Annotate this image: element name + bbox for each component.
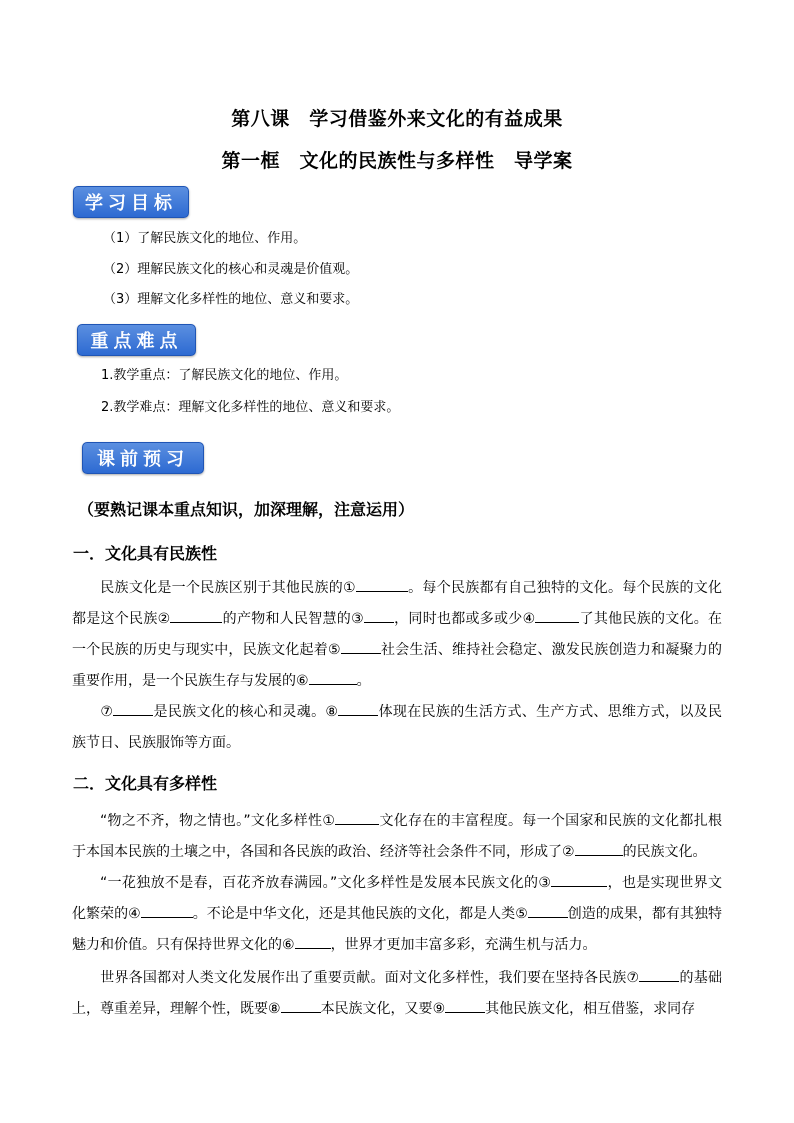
fill-blank[interactable]	[364, 605, 394, 623]
learning-goals-badge: 学习目标	[73, 186, 189, 218]
goal-item: （3）理解文化多样性的地位、意义和要求。	[103, 292, 359, 307]
fill-blank[interactable]	[335, 807, 379, 825]
fill-blank[interactable]	[281, 995, 321, 1013]
fill-blank[interactable]	[341, 636, 381, 654]
key-points-badge: 重点难点	[77, 324, 196, 356]
fill-blank[interactable]	[575, 838, 623, 856]
key-point-item: 2.教学难点：理解文化多样性的地位、意义和要求。	[101, 400, 400, 415]
fill-blank[interactable]	[295, 931, 331, 949]
section-heading-diversity: 二．文化具有多样性	[73, 774, 218, 793]
fill-blank[interactable]	[113, 698, 153, 716]
paragraph: 民族文化是一个民族区别于其他民族的① 。每个民族都有自己独特的文化。每个民族的文化都是这个民族② 的产物和人民智慧的③ ，同时也都或多或少④ 了其他民族的文化。在一个民族的历史与现实中，民族文化起着⑤ 社会生活、维持社会稳定、激发民族创造力和凝聚力的重要作用，是一个民族生存与发展的⑥ 。	[72, 573, 722, 697]
paragraph: ⑦ 是民族文化的核心和灵魂。⑧ 体现在民族的生活方式、生产方式、思维方式，以及民族节日、民族服饰等方面。	[72, 697, 722, 759]
fill-blank[interactable]	[356, 574, 408, 592]
paragraph: “一花独放不是春，百花齐放春满园。”文化多样性是发展本民族文化的③ ，也是实现世界文化繁荣的④ 。不论是中华文化，还是其他民族的文化，都是人类⑤ 创造的成果，都有其独特魅力和价值。只有保持世界文化的⑥ ，世界才更加丰富多彩，充满生机与活力。	[72, 868, 722, 961]
fill-blank[interactable]	[535, 605, 579, 623]
paragraph: “物之不齐，物之情也。”文化多样性① 文化存在的丰富程度。每一个国家和民族的文化都扎根于本国本民族的土壤之中，各国和各民族的政治、经济等社会条件不同，形成了② 的民族文化。	[72, 806, 722, 868]
preview-note: （要熟记课本重点知识，加深理解，注意运用）	[78, 500, 415, 519]
fill-blank[interactable]	[309, 667, 357, 685]
section-heading-nationality: 一．文化具有民族性	[73, 544, 218, 563]
paragraph: 世界各国都对人类文化发展作出了重要贡献。面对文化多样性，我们要在坚持各民族⑦ 的基础上，尊重差异，理解个性，既要⑧ 本民族文化，又要⑨ 其他民族文化，相互借鉴，求同存	[72, 963, 722, 1025]
goal-item: （2）理解民族文化的核心和灵魂是价值观。	[103, 262, 359, 277]
fill-blank[interactable]	[170, 605, 222, 623]
lesson-title: 第八课 学习借鉴外来文化的有益成果	[231, 108, 563, 130]
fill-blank[interactable]	[445, 995, 485, 1013]
fill-blank[interactable]	[551, 869, 607, 887]
goal-item: （1）了解民族文化的地位、作用。	[103, 231, 307, 246]
fill-blank[interactable]	[528, 900, 568, 918]
fill-blank[interactable]	[338, 698, 378, 716]
frame-title: 第一框 文化的民族性与多样性 导学案	[221, 150, 573, 172]
fill-blank[interactable]	[141, 900, 193, 918]
fill-blank[interactable]	[639, 964, 679, 982]
preview-badge: 课前预习	[82, 442, 204, 474]
key-point-item: 1.教学重点：了解民族文化的地位、作用。	[101, 368, 348, 383]
